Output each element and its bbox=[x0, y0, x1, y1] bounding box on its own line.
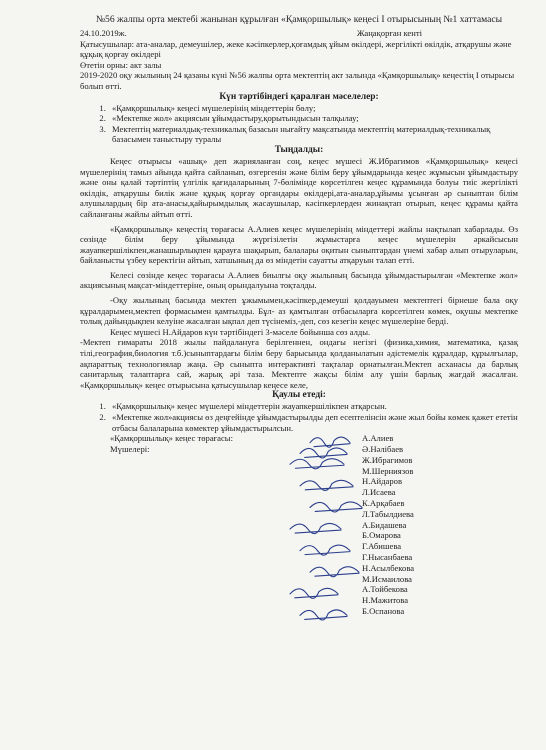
decision-item: 2. «Мектепке жол»акциясы өз деңгейінде ұйымдастырылды деп есептелінсін және жыл бойы көмек қажет ететін отбасы балаларына көмектер ұйымдастырылсын. bbox=[108, 412, 518, 433]
member-name: Г.Абишева bbox=[362, 541, 402, 552]
intro-text: 2019-2020 оқу жылының 24 қазаны күні №56 жалпы орта мектептің акт залында «Қамқоршылық» кеңестің І отырысы болып өтті. bbox=[80, 70, 515, 91]
member-name: Н.Асылбекова bbox=[362, 562, 415, 573]
member-name: Л.Исаева bbox=[362, 487, 396, 498]
body-paragraph: Келесі сөзінде кеңес төрағасы А.Алиев биылғы оқу жылының басында ұйымдастырылған «Мектепке жол» акциясының мақсат-міндеттеріне, оның орындалуына тоқталды. bbox=[80, 269, 518, 291]
meeting-date: 24.10.2019ж. bbox=[80, 28, 127, 38]
attendees: Қатысушылар: ата-аналар, демеушілер, жеке кәсіпкерлер,қоғамдық ұйым өкілдері, жергілікті өкілдік, атқарушы және құқық қорғау өкілдері bbox=[80, 38, 512, 60]
body-paragraph: «Қамқоршылық» кеңестің төрағасы А.Алиев кеңес мүшелерінің міндеттері жайлы нақтылап хабарлады. Өз сөзінде білім беру ұйымында жүргізілетін жұмыстарға кеңес мүшелерін әркайсысын жауапкершілікпен,жанашырлықпен қарауға шақырып, балалары оқитын сыныптардан үнемі хабар алып отыруларын, байланысты үзбеу керектігін айтып, хатшының да өз міндетін сауатты атқаруын талап етті. bbox=[80, 223, 518, 266]
member-name: М.Шерниязов bbox=[362, 465, 414, 476]
agenda-list bbox=[80, 103, 518, 145]
member-name: Н.Айдаров bbox=[362, 476, 402, 487]
member-name: Л.Табылдиева bbox=[362, 508, 414, 519]
members-label: Мүшелері: bbox=[110, 443, 150, 454]
venue: Өтетін орны: акт залы bbox=[80, 59, 162, 70]
member-name: М.Исмаилова bbox=[362, 573, 412, 584]
member-name: А.Тойбекова bbox=[362, 584, 408, 595]
body-paragraph: Кеңес мүшесі Н.Айдаров күн тәртібіндегі 3-мәселе бойынша сөз алды. bbox=[110, 326, 371, 337]
date-place-row bbox=[80, 28, 518, 39]
member-name: Г.Нысанбаева bbox=[362, 551, 413, 562]
document-title: №56 жалпы орта мектебі жанынан құрылған «Қамқоршылық» кеңесі І отырысының №1 хаттамасы bbox=[95, 14, 503, 25]
member-names bbox=[362, 433, 414, 617]
agenda-item: 1. «Қамқоршылық» кеңесі мүшелерінің міндеттерін бөлу; bbox=[108, 103, 518, 114]
decision-heading: Қаулы етеді: bbox=[272, 390, 326, 401]
signature-block bbox=[80, 433, 518, 616]
member-name: А.Бидашева bbox=[362, 519, 407, 530]
meeting-place: Жаңақорған кенті bbox=[356, 28, 422, 38]
member-name: А.Алиев bbox=[362, 433, 394, 444]
chair-label: «Қамқоршылық» кеңес төрағасы: bbox=[110, 433, 233, 444]
member-name: Ж.Ибрагимов bbox=[362, 454, 413, 465]
decision-item: 1. «Қамқоршылық» кеңес мүшелері міндеттерін жауапкершілікпен атқарсын. bbox=[108, 401, 518, 412]
decision-list bbox=[80, 401, 518, 433]
agenda-item: 3. Мектептің материалдық-техникалық базасын нығайту мақсатында мектептің материалдық-техникалық базасымен таныстыру туралы bbox=[108, 124, 518, 145]
agenda-heading: Күн тәртібіндегі қаралған мәселелер: bbox=[219, 91, 379, 102]
member-name: Ә.Нәлібаев bbox=[362, 443, 404, 454]
listened-heading: Тыңдалды: bbox=[274, 144, 324, 155]
member-name: Б.Оспанова bbox=[362, 605, 405, 616]
member-name: Б.Омарова bbox=[362, 530, 401, 541]
body-paragraph: -Оқу жылының басында мектеп ұжымымен,кәсіпкер,демеуші қолдауымен мектептегі бірнеше бала оқу құралдарымен,мектеп формасымен қамтылды. Бұл- аз қамтылған отбасыларға көрсетілген көмек, оқушы мектепке толық дайындықпен келуіне жасалған ықпал деп түсінеміз,-деп, сөз кезегін кеңес мүшелеріне берді. bbox=[80, 295, 518, 327]
body-paragraph: -Мектеп ғимараты 2018 жылы пайдалануға берілгеннен, ондағы негізгі (физика,химия, математика, қазақ тілі,география,биология т.б.)сыныптардағы білім беру барысында қолданылатын әдістемелік құралдар, құрылғылар, ақпараттық технологиялар жаңа. Әр сыныпта интерактивті тақталар орнатылған.Мектеп асханасы да барлық санитарлық талаптарға сай, жарық әрі таза. Мектепте жақсы білім алу үшін барлық жағдай жасалған. «Қамқоршылық» кеңес отырысына қатысушылар кеңесе келе, bbox=[80, 337, 518, 390]
member-name: Н.Мажитова bbox=[362, 595, 409, 606]
member-name: К.Арқабаев bbox=[362, 497, 405, 508]
agenda-item: 2. «Мектепке жол» акциясын ұйымдастыру,қорытындысын талқылау; bbox=[108, 113, 518, 124]
body-paragraph: Кеңес отырысы «ашық» деп жарияланған соң, кеңес мүшесі Ж.Ибрагимов «Қамқоршылық» кеңесі мүшелерінің тамыз айында қайта сайланып, өзгергенін және білім беру ұйымдарында кеңес жұмысын ұйымдастыру және оны қалай тәртіптің үлгілік қағидаларының 7-бөлімінде көрсетілген кеңес құрамында болуы тиіс жергілікті өкілдік, атқарушы билік және құқық қорғау органдары өкілдері,ата-аналар,ұйымы ұсынған әр сыныптан білім алушылардың бір ата-анасы,қайырымдылық жасаушылар, кәсіпкерлерден жинақтап отырып, кеңес құрамы қайта сайланғаны жайлы айтып өтті. bbox=[80, 155, 518, 219]
